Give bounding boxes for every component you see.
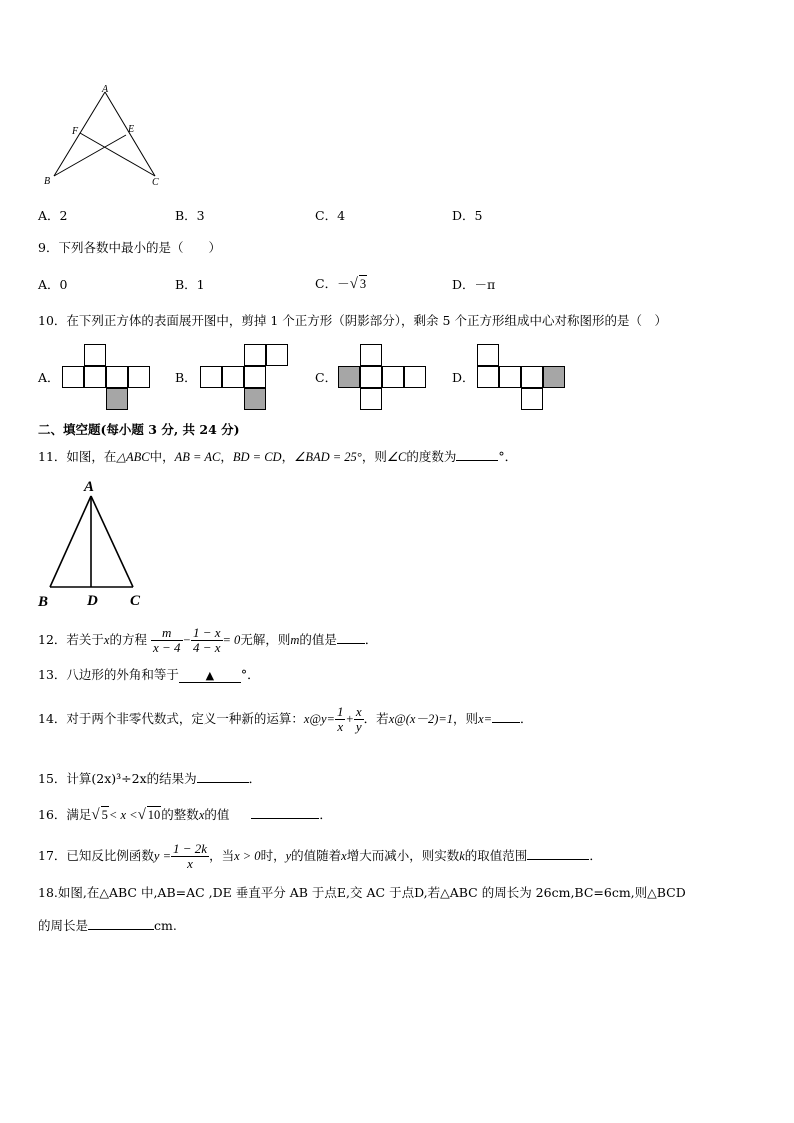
- q17-mid1: ，当: [209, 848, 235, 863]
- q12-minus: −: [182, 633, 191, 647]
- q10-net-b-shaded-square: [244, 388, 266, 410]
- q9-option-c[interactable]: [315, 275, 367, 292]
- q9-option-a[interactable]: A．0: [38, 277, 68, 292]
- q16-root-5: 5: [101, 808, 108, 822]
- q11-stem: [38, 448, 517, 465]
- q8-option-c[interactable]: C．4: [315, 208, 346, 223]
- q9-option-b[interactable]: B．1: [175, 277, 205, 292]
- radical-sign: √: [349, 276, 358, 292]
- q12-fraction-1: $\frac{m}{x - 4}$: [152, 625, 181, 655]
- q18-answer-blank[interactable]: [88, 917, 154, 930]
- q8-label-b: B: [44, 176, 51, 187]
- q16-mid: 的整数: [161, 807, 199, 822]
- q15-prefix: 15．计算(2x)³÷2x的结果为: [38, 771, 197, 786]
- q14-plus: +: [345, 712, 354, 726]
- q10-net-a[interactable]: [62, 344, 152, 410]
- q9-stem: 9．下列各数中最小的是（ ）: [38, 240, 221, 255]
- q14-prefix: 14．对于两个非零代数式，定义一种新的运算：: [38, 711, 304, 726]
- q11-triangle-figure: [36, 476, 156, 610]
- q8-label-e: E: [128, 124, 135, 135]
- q11-prefix: 11．如图，在: [38, 449, 117, 464]
- q11-triangle: △ABC: [116, 450, 150, 464]
- q8-triangle-figure: [40, 84, 170, 190]
- q8-side-ab: [54, 92, 105, 176]
- q11-suffix: 的度数为: [406, 449, 457, 464]
- q16-end: ．: [319, 807, 332, 822]
- q17-suffix: 的取值范围: [464, 848, 528, 863]
- q10-net-b[interactable]: [200, 344, 290, 410]
- q14-expr: x@(x－2)=1: [388, 712, 454, 726]
- q17-stem: [38, 836, 602, 876]
- q10-option-b-label[interactable]: B．: [175, 370, 197, 385]
- q12-eq: = 0: [222, 633, 241, 647]
- q18-line-1: 18.如图,在△ABC 中,AB=AC ,DE 垂直平分 AB 于点E,交 AC 于点D,若△ABC 的周长为 26cm,BC=6cm,则△BCD: [38, 885, 686, 900]
- q17-cond: x > 0: [234, 849, 261, 863]
- q10-option-a-label[interactable]: A．: [38, 370, 60, 385]
- q12-answer-blank[interactable]: [337, 631, 365, 644]
- q12-after: 无解，则: [240, 632, 291, 647]
- q12-end: ．: [364, 632, 378, 647]
- q14-fraction-2: $\frac{x}{y}$: [355, 704, 362, 734]
- q17-mid3: 的值随着: [291, 848, 342, 863]
- q14-mid2: ，则: [453, 711, 479, 726]
- q18-suffix: cm.: [154, 918, 177, 933]
- q13-stem: [38, 667, 260, 683]
- q14-fraction-1: $\frac{1}{x}$: [336, 704, 344, 734]
- q11-sep2: ，: [281, 449, 295, 464]
- q8-label-f: F: [72, 126, 79, 137]
- q17-var-x: x: [341, 849, 347, 863]
- q11-cond2: BD = CD: [232, 450, 282, 464]
- q18-prefix: 的周长是: [38, 918, 89, 933]
- q15-stem: [38, 770, 261, 787]
- q17-end: ．: [589, 848, 602, 863]
- q16-suffix: 的值: [204, 807, 230, 822]
- q10-net-d-shaded-square: [543, 366, 565, 388]
- q16-var-x: x: [198, 808, 205, 822]
- q11-label-a: A: [84, 479, 95, 495]
- q8-segment-be: [54, 135, 126, 176]
- q11-sep1: ，: [220, 449, 233, 464]
- q12-suffix: 的值是: [299, 632, 337, 647]
- q8-option-b[interactable]: B．3: [175, 208, 205, 223]
- q9-option-c-prefix: C．－: [315, 276, 350, 291]
- q16-stem: [38, 806, 332, 823]
- q11-label-b: B: [38, 594, 49, 610]
- q17-prefix: 17．已知反比例函数: [38, 848, 154, 863]
- q14-op: x@y=: [303, 712, 335, 726]
- q14-stem: [38, 699, 533, 739]
- q12-var-x: x: [103, 633, 110, 647]
- q11-cond3: ∠BAD = 25°: [294, 450, 362, 464]
- q11-cond1: AB = AC: [174, 450, 221, 464]
- q10-net-a-shaded-square: [106, 388, 128, 410]
- q16-answer-blank[interactable]: [251, 806, 319, 819]
- q8-label-c: C: [152, 177, 159, 188]
- q16-prefix: 16．满足: [38, 807, 92, 822]
- q14-end: ．: [520, 711, 533, 726]
- q9-option-d[interactable]: D．－π: [452, 277, 496, 292]
- q10-option-d-label[interactable]: D．: [452, 370, 475, 385]
- q17-fraction: $\frac{1 - 2k}{x}$: [173, 841, 208, 871]
- q16-ineq: < x <: [108, 808, 138, 822]
- q14-mid: ．若: [363, 711, 389, 726]
- q11-label-c: C: [130, 593, 141, 609]
- q12-fraction-2: $\frac{1 - x}{4 - x}$: [192, 625, 221, 655]
- q10-stem: 10．在下列正方体的表面展开图中，剪掉 1 个正方形（阴影部分），剩余 5 个正方形组成中心对称图形的是（ ）: [38, 313, 667, 328]
- q12-mid: 的方程: [109, 632, 147, 647]
- q11-mid1: 中，: [149, 449, 175, 464]
- q17-var-y: y: [285, 849, 292, 863]
- q17-answer-blank[interactable]: [527, 847, 589, 860]
- q14-answer-blank[interactable]: [492, 710, 520, 723]
- q10-net-c[interactable]: [338, 344, 428, 410]
- q14-xeq: x=: [478, 712, 493, 726]
- q16-root-10: 10: [147, 808, 161, 822]
- q15-answer-blank[interactable]: [197, 770, 249, 783]
- q12-var-m: m: [290, 633, 300, 647]
- q11-angle: ∠C: [386, 450, 407, 464]
- q9-option-c-root: 3: [359, 277, 367, 291]
- q11-mid2: ，则: [361, 449, 387, 464]
- q11-degree: °．: [498, 449, 518, 464]
- q18-line-2: [38, 917, 177, 934]
- q15-end: ．: [248, 771, 262, 786]
- q8-option-a[interactable]: A．2: [38, 208, 68, 223]
- q13-answer-blank[interactable]: [179, 670, 241, 683]
- q12-prefix: 12．若关于: [38, 632, 104, 647]
- q13-triangle-mark: ▲: [205, 669, 215, 682]
- q13-end: °．: [240, 667, 260, 682]
- q8-option-d[interactable]: D．5: [452, 208, 483, 223]
- q11-label-d: D: [87, 593, 98, 609]
- q10-net-c-shaded-square: [338, 366, 360, 388]
- radical-sign: √: [91, 807, 100, 823]
- section-title-fill-in: 二、填空题(每小题 3 分, 共 24 分): [38, 422, 240, 437]
- radical-sign: √: [137, 807, 146, 823]
- q17-var-k: k: [459, 849, 465, 863]
- q13-text: 13．八边形的外角和等于: [38, 667, 179, 682]
- q10-option-c-label[interactable]: C．: [315, 370, 338, 385]
- q12-stem: [38, 620, 377, 660]
- q17-mid2: 时，: [260, 848, 286, 863]
- q8-label-a: A: [102, 84, 109, 95]
- q11-answer-blank[interactable]: [456, 448, 498, 461]
- q17-y-eq: y =: [153, 849, 172, 863]
- q10-net-d[interactable]: [477, 344, 567, 410]
- q17-mid4: 增大而减小，则实数: [346, 848, 460, 863]
